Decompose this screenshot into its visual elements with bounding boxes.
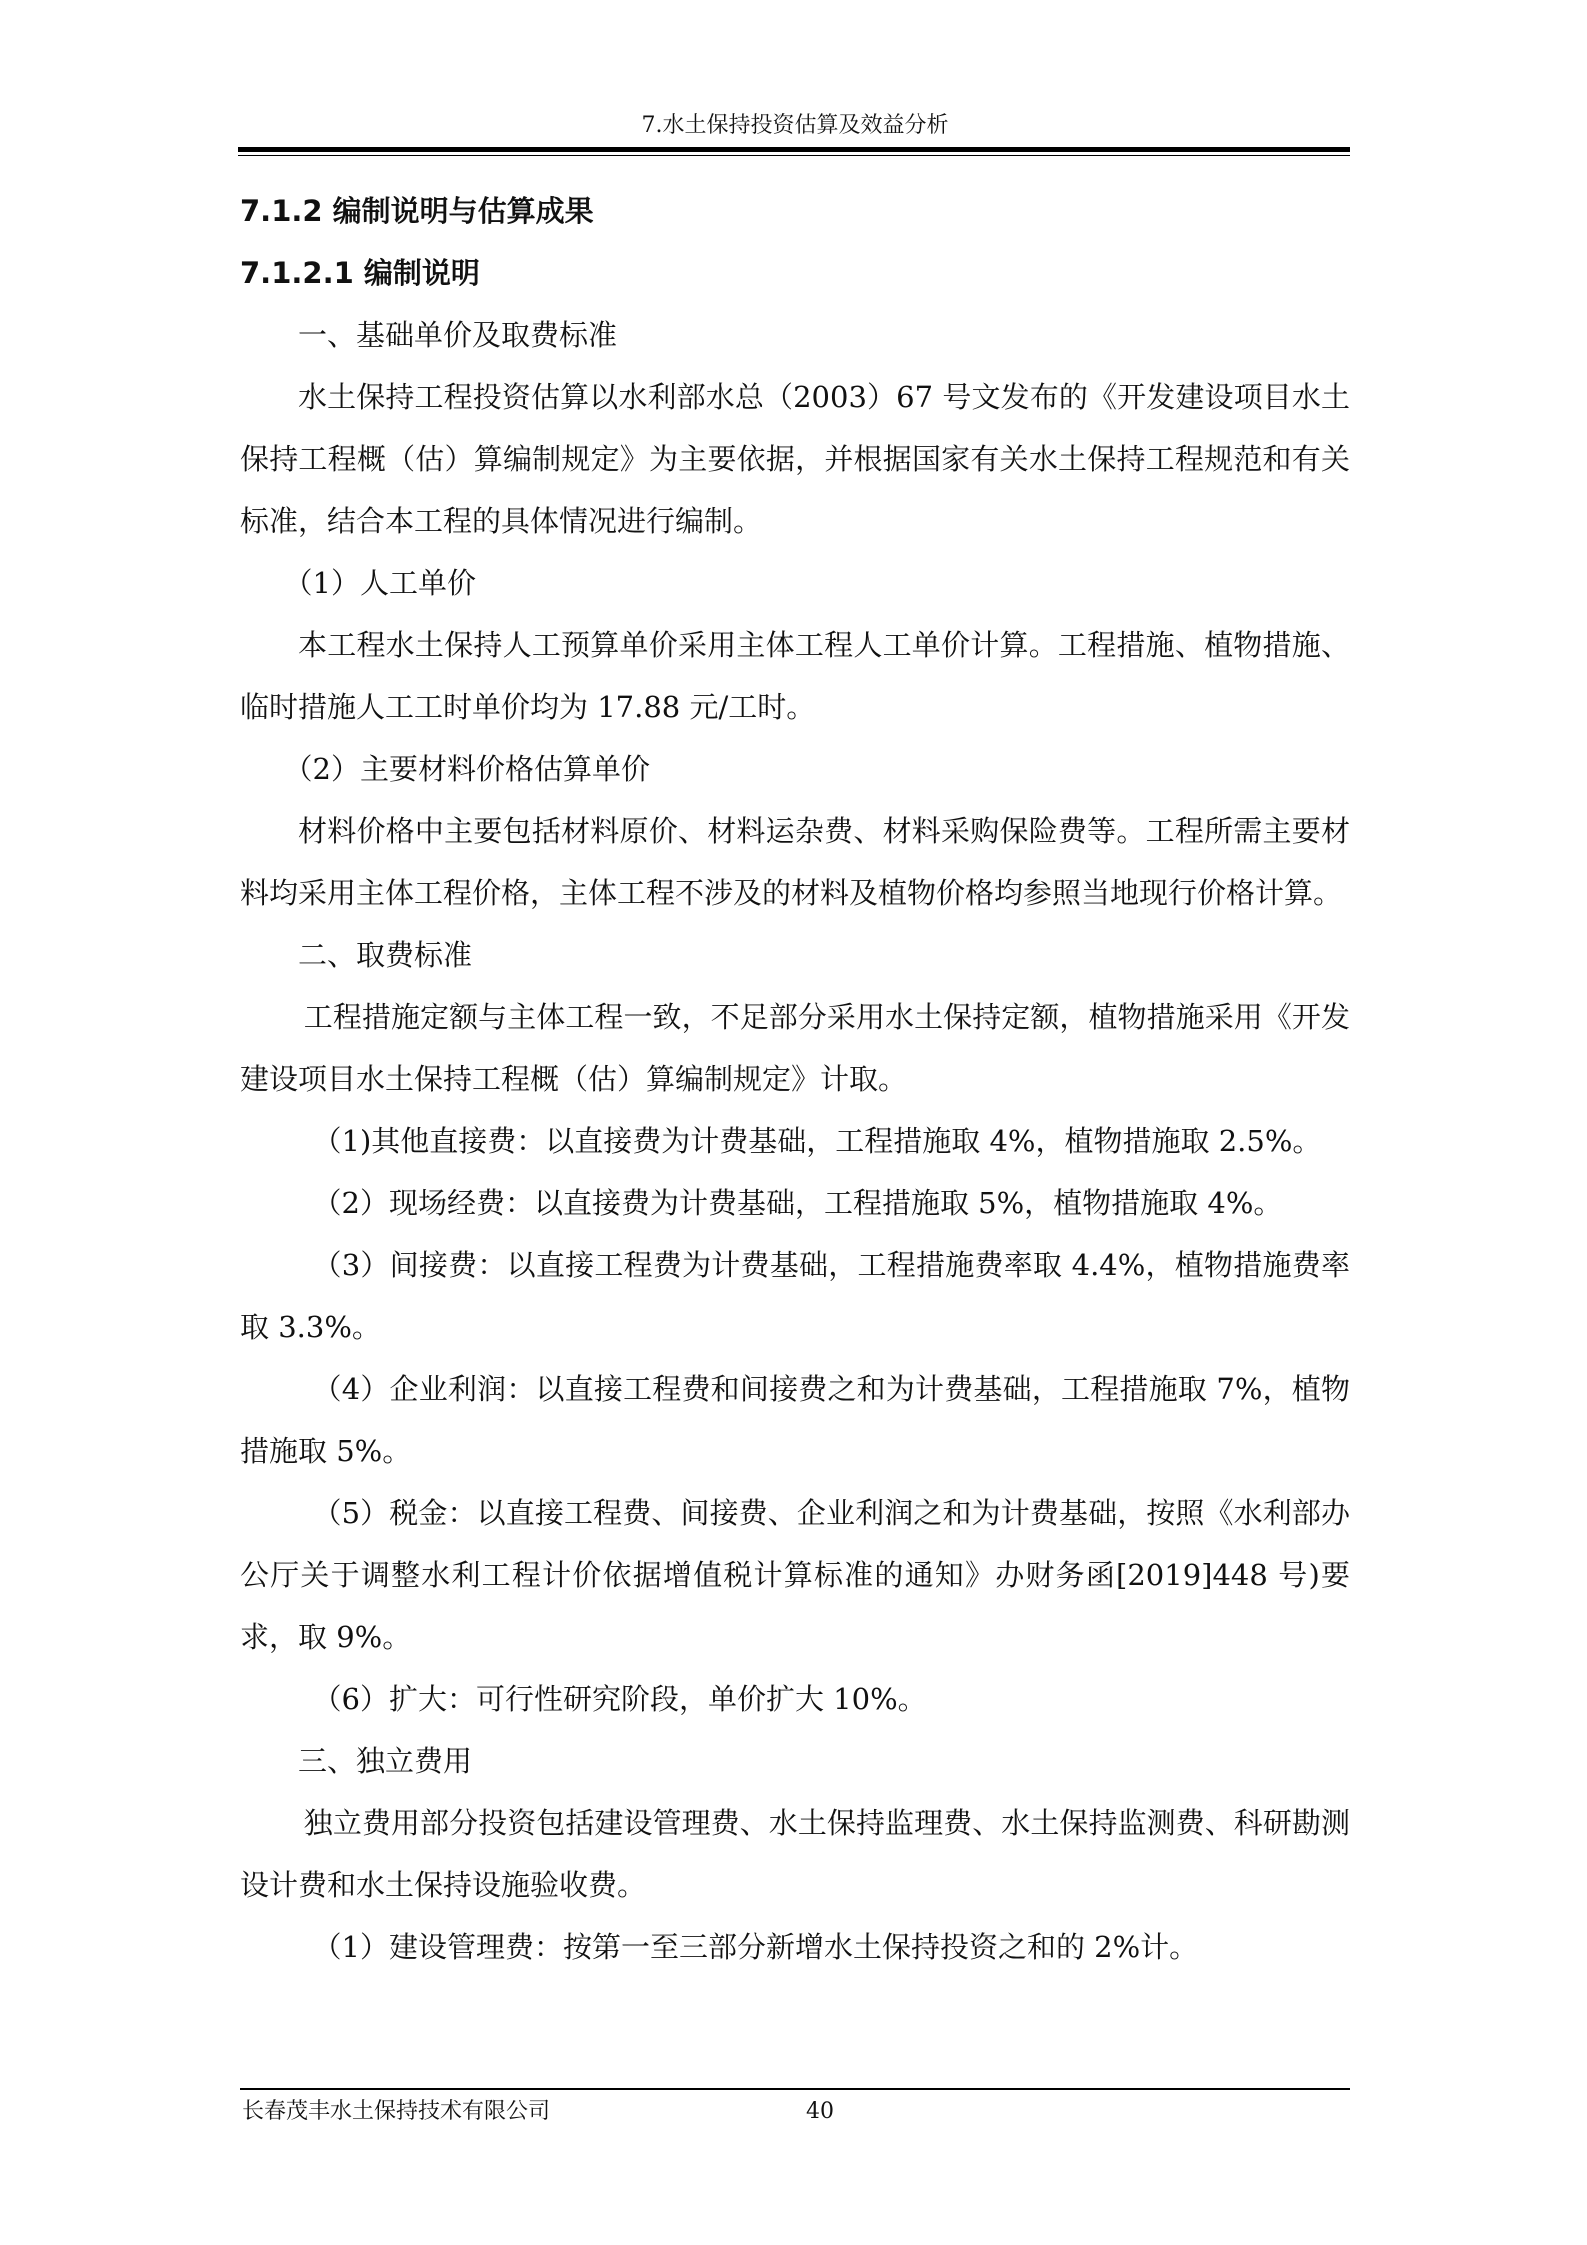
header-title: 7.水土保持投资估算及效益分析 <box>641 113 949 138</box>
subsection-heading: 7.1.2.1 编制说明 <box>240 256 480 290</box>
item-tax: （5）税金：以直接工程费、间接费、企业利润之和为计费基础，按照《水利部办公厅关于调整水利工程计价依据增值税计算标准的通知》办财务函[2019]448 号)要求，取 9%。 <box>240 1496 1350 1654</box>
header-rule-thin <box>238 155 1350 156</box>
item-other-direct-fee: （1)其他直接费：以直接费为计费基础，工程措施取 4%，植物措施取 2.5%。 <box>312 1124 1322 1158</box>
item-material-price: （2）主要材料价格估算单价 <box>283 752 650 786</box>
paragraph-independent-fee: 独立费用部分投资包括建设管理费、水土保持监理费、水土保持监测费、科研勘测设计费和水土保持设施验收费。 <box>240 1806 1350 1902</box>
paragraph-quota: 工程措施定额与主体工程一致，不足部分采用水土保持定额，植物措施采用《开发建设项目水土保持工程概（估）算编制规定》计取。 <box>240 1000 1350 1096</box>
footer-rule <box>240 2088 1350 2090</box>
heading-independent-fee: 三、独立费用 <box>298 1744 473 1778</box>
page-number: 40 <box>806 2099 834 2124</box>
section-heading: 7.1.2 编制说明与估算成果 <box>240 194 594 228</box>
item-expansion: （6）扩大：可行性研究阶段，单价扩大 10%。 <box>312 1682 927 1716</box>
paragraph-basis: 水土保持工程投资估算以水利部水总（2003）67 号文发布的《开发建设项目水土保持工程概（估）算编制规定》为主要依据，并根据国家有关水土保持工程规范和有关标准，结合本工程的具体情况进行编制。 <box>240 380 1350 538</box>
heading-basic-unit-price: 一、基础单价及取费标准 <box>298 318 618 352</box>
item-labor-unit-price: （1）人工单价 <box>283 566 476 600</box>
footer-company: 长春茂丰水土保持技术有限公司 <box>242 2099 551 2124</box>
heading-fee-standard: 二、取费标准 <box>298 938 473 972</box>
header-rule-thick <box>238 147 1350 152</box>
item-management-fee: （1）建设管理费：按第一至三部分新增水土保持投资之和的 2%计。 <box>312 1930 1199 1964</box>
page-content <box>240 180 1350 1978</box>
item-indirect-fee: （3）间接费：以直接工程费为计费基础，工程措施费率取 4.4%，植物措施费率取 3.3%。 <box>240 1248 1350 1344</box>
paragraph-labor: 本工程水土保持人工预算单价采用主体工程人工单价计算。工程措施、植物措施、临时措施人工工时单价均为 17.88 元/工时。 <box>240 628 1350 724</box>
paragraph-material: 材料价格中主要包括材料原价、材料运杂费、材料采购保险费等。工程所需主要材料均采用主体工程价格，主体工程不涉及的材料及植物价格均参照当地现行价格计算。 <box>240 814 1350 910</box>
item-enterprise-profit: （4）企业利润：以直接工程费和间接费之和为计费基础，工程措施取 7%，植物措施取 5%。 <box>240 1372 1350 1468</box>
item-site-fee: （2）现场经费：以直接费为计费基础，工程措施取 5%，植物措施取 4%。 <box>312 1186 1283 1220</box>
